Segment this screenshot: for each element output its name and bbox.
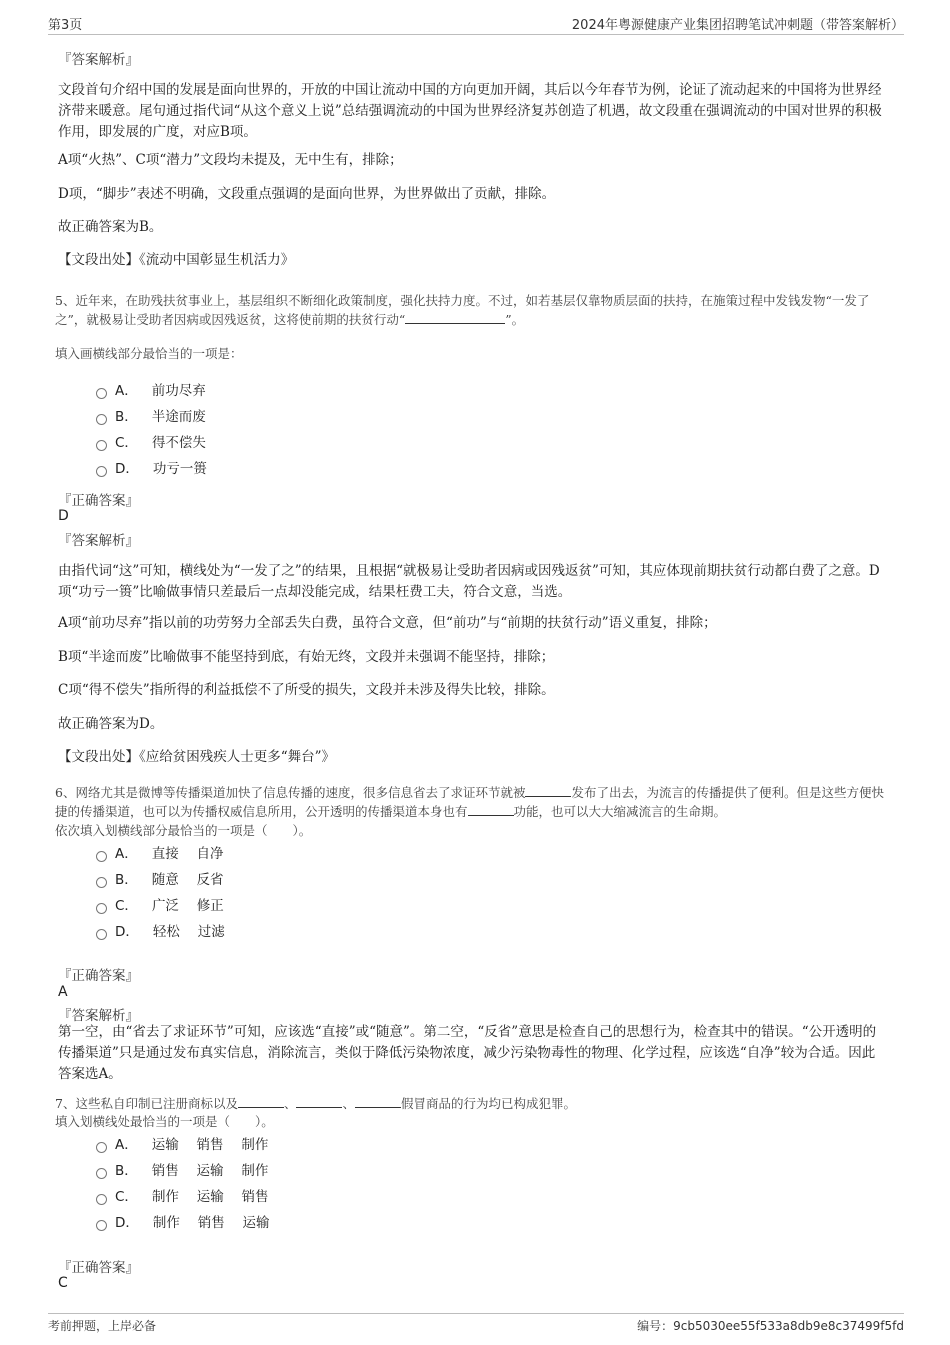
q6-option-b[interactable]: B． 随意 反省 <box>96 869 224 891</box>
q5-option-c[interactable]: C． 得不偿失 <box>96 432 206 454</box>
q7-blank-3 <box>355 1095 401 1108</box>
q5-analysis-p3: B项“半途而废”比喻做事不能坚持到底，有始无终，文段并未强调不能坚持，排除； <box>58 649 555 665</box>
radio-icon[interactable] <box>96 1142 107 1153</box>
q5-analysis-label: 『答案解析』 <box>58 533 139 549</box>
radio-icon[interactable] <box>96 851 107 862</box>
radio-icon[interactable] <box>96 414 107 425</box>
q5-analysis-p2: A项“前功尽弃”指以前的功劳努力全部丢失白费，虽符合文意，但“前功”与“前期的扶贫行动”语义重复，排除； <box>58 615 717 631</box>
footer-slogan: 考前押题，上岸必备 <box>48 1319 157 1333</box>
q6-prompt: 依次填入划横线部分最恰当的一项是（ ）。 <box>55 823 312 838</box>
radio-icon[interactable] <box>96 929 107 940</box>
q5-source: 【文段出处】《应给贫困残疾人士更多“舞台”》 <box>58 749 336 765</box>
q5-analysis-p4: C项“得不偿失”指所得的利益抵偿不了所受的损失，文段并未涉及得失比较，排除。 <box>58 682 555 698</box>
radio-icon[interactable] <box>96 877 107 888</box>
q4-analysis-p2: A项“火热”、C项“潜力”文段均未提及，无中生有，排除； <box>58 152 403 168</box>
q7-option-b[interactable]: B． 销售 运输 制作 <box>96 1160 268 1182</box>
radio-icon[interactable] <box>96 903 107 914</box>
page-footer <box>48 1313 904 1333</box>
q5-prompt: 填入画横线部分最恰当的一项是： <box>55 346 243 361</box>
q7-prompt: 填入划横线处最恰当的一项是（ ）。 <box>55 1114 274 1129</box>
q6-blank-2 <box>468 803 514 816</box>
page-header <box>48 12 904 35</box>
q7-answer: C <box>58 1275 68 1291</box>
radio-icon[interactable] <box>96 440 107 451</box>
q4-analysis-p4: 故正确答案为B。 <box>58 219 163 235</box>
q4-analysis-p3: D项，“脚步”表述不明确，文段重点强调的是面向世界，为世界做出了贡献，排除。 <box>58 186 556 202</box>
radio-icon[interactable] <box>96 1220 107 1231</box>
q5-correct-label: 『正确答案』 <box>58 493 139 509</box>
q6-option-d[interactable]: D． 轻松 过滤 <box>96 921 225 943</box>
q7-blank-1 <box>238 1095 284 1108</box>
q6-answer: A <box>58 984 68 1000</box>
document-id: 编号：9cb5030ee55f533a8db9e8c37499f5fd <box>637 1319 904 1333</box>
q4-analysis-p1: 文段首句介绍中国的发展是面向世界的，开放的中国让流动中国的方向更加开阔，其后以今年春节为例，论证了流动起来的中国将为世界经济带来暖意。尾句通过指代词“从这个意义上说”总结强调流动的中国为世界经济复苏创造了机遇，故文段重在强调流动的中国对世界的积极作用，即发展的广度，对应B项。 <box>58 82 882 140</box>
q6-option-a[interactable]: A． 直接 自净 <box>96 843 224 865</box>
radio-icon[interactable] <box>96 466 107 477</box>
q5-option-a[interactable]: A． 前功尽弃 <box>96 380 206 402</box>
q6-analysis-label: 『答案解析』 <box>58 1008 139 1024</box>
q5-analysis-p1: 由指代词“这”可知，横线处为“一发了之”的结果，且根据“就极易让受助者因病或因残返贫”可知，其应体现前期扶贫行动都白费了之意。D项“功亏一篑”比喻做事情只差最后一点却没能完成，结果枉费工夫，符合文意，当选。 <box>58 563 880 600</box>
q7-stem: 7、这些私自印制已注册商标以及 、 、 假冒商品的行为均已构成犯罪。 <box>55 1096 577 1111</box>
q7-blank-2 <box>296 1095 342 1108</box>
q7-option-c[interactable]: C． 制作 运输 销售 <box>96 1186 269 1208</box>
q6-option-c[interactable]: C． 广泛 修正 <box>96 895 224 917</box>
q5-answer: D <box>58 508 69 524</box>
q4-source: 【文段出处】《流动中国彰显生机活力》 <box>58 252 295 268</box>
q5-option-b[interactable]: B． 半途而废 <box>96 406 206 428</box>
q7-option-a[interactable]: A． 运输 销售 制作 <box>96 1134 268 1156</box>
q6-stem: 6、网络尤其是微博等传播渠道加快了信息传播的速度，很多信息省去了求证环节就被 发布了出去，为流言的传播提供了便利。但是这些方便快捷的传播渠道，也可以为传播权威信息所用，公开透明的传播渠道本身也有 功能，也可以大大缩减流言的生命期。 <box>55 785 884 819</box>
radio-icon[interactable] <box>96 1194 107 1205</box>
q5-analysis-p5: 故正确答案为D。 <box>58 716 164 732</box>
radio-icon[interactable] <box>96 1168 107 1179</box>
q7-option-d[interactable]: D． 制作 销售 运输 <box>96 1212 270 1234</box>
document-title: 2024年粤源健康产业集团招聘笔试冲刺题（带答案解析） <box>571 18 904 33</box>
q4-analysis-label: 『答案解析』 <box>58 52 139 68</box>
q5-blank <box>405 311 505 324</box>
q7-correct-label: 『正确答案』 <box>58 1260 139 1276</box>
q6-analysis-p1: 第一空，由“省去了求证环节”可知，应该选“直接”或“随意”。第二空，“反省”意思是检查自己的思想行为，检查其中的错误。“公开透明的传播渠道”只是通过发布真实信息，消除流言，类似于降低污染物浓度，减少污染物毒性的物理、化学过程，应该选“自净”较为合适。因此答案选A。 <box>58 1024 877 1082</box>
q6-correct-label: 『正确答案』 <box>58 968 139 984</box>
q5-option-d[interactable]: D． 功亏一篑 <box>96 458 207 480</box>
q6-blank-1 <box>525 784 571 797</box>
radio-icon[interactable] <box>96 388 107 399</box>
page-number: 第3页 <box>48 18 83 33</box>
q5-stem: 5、近年来，在助残扶贫事业上，基层组织不断细化政策制度，强化扶持力度。不过，如若基层仅靠物质层面的扶持，在施策过程中发钱发物“一发了之”，就极易让受助者因病或因残返贫，这将使前期的扶贫行动“ ”。 <box>55 293 870 327</box>
